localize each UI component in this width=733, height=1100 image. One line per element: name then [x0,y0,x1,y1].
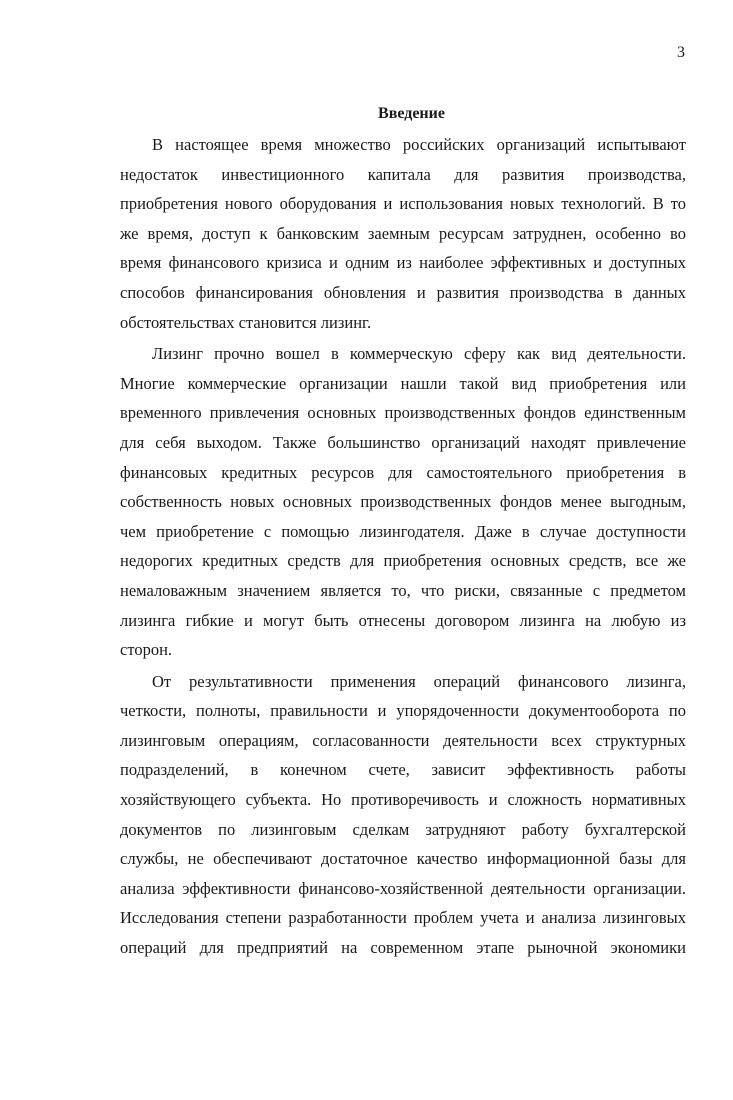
text-line: подразделений, в конечном счете, зависит эффективность работы [120,760,686,780]
text-line: документов по лизинговым сделкам затрудняют работу бухгалтерской [120,819,686,839]
text-line: временного привлечения основных производственных фондов единственным [120,403,686,423]
text-line: для себя выходом. Также большинство организаций находят привлечение [120,432,686,452]
text-line: обстоятельствах становится лизинг. [120,312,372,332]
text-line: Многие коммерческие организации нашли такой вид приобретения или [120,373,686,393]
text-line: недорогих кредитных средств для приобретения основных средств, все же [120,551,686,571]
text-line: хозяйствующего субъекта. Но противоречивость и сложность нормативных [120,790,686,810]
text-line: Исследования степени разработанности проблем учета и анализа лизинговых [120,908,686,928]
text-line: финансовых кредитных ресурсов для самостоятельного приобретения в [120,462,686,482]
text-line: От результативности применения операций финансового лизинга, [152,671,686,691]
text-line: анализа эффективности финансово-хозяйственной деятельности организации. [120,878,686,898]
text-line: время финансового кризиса и одним из наиболее эффективных и доступных [120,253,686,273]
page-number: 3 [677,44,685,61]
text-line: чем приобретение с помощью лизингодателя. Даже в случае доступности [120,521,686,541]
text-line: службы, не обеспечивают достаточное качество информационной базы для [120,849,686,869]
text-line: недостаток инвестиционного капитала для развития производства, [120,164,686,184]
text-line: сторон. [120,640,173,660]
text-line: четкости, полноты, правильности и упорядоченности документооборота по [120,701,686,721]
text-line: лизинговым операциям, согласованности деятельности всех структурных [120,730,686,750]
body-text [120,130,686,963]
text-line: В настоящее время множество российских организаций испытывают [152,135,686,154]
text-line: способов финансирования обновления и развития производства в данных [120,282,686,302]
text-line: же время, доступ к банковским заемным ресурсам затруднен, особенно во [120,223,686,243]
text-line: немаловажным значением является то, что риски, связанные с предметом [120,580,686,600]
text-line: приобретения нового оборудования и использования новых технологий. В то [120,194,686,214]
text-line: лизинга гибкие и могут быть отнесены договором лизинга на любую из [120,610,686,630]
text-line: операций для предприятий на современном этапе рыночной экономики [120,938,686,958]
section-heading: Введение [378,105,445,122]
text-line: собственность новых основных производственных фондов менее выгодным, [120,492,686,512]
text-line: Лизинг прочно вошел в коммерческую сферу как вид деятельности. [152,344,686,364]
